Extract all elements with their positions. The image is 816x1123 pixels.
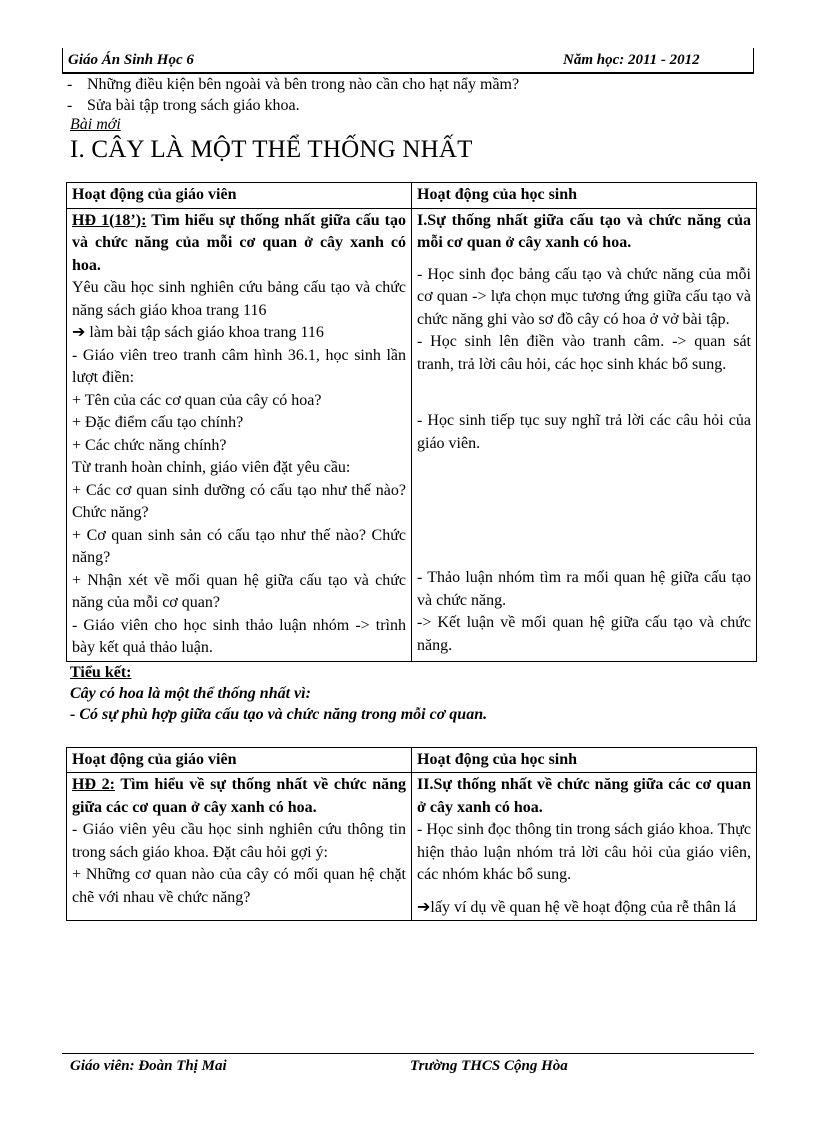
activity-heading: HĐ 2: Tìm hiểu về sự thống nhất về chức năng giữa các cơ quan ở cây xanh có hoa. [72, 776, 407, 816]
teacher-step: - Giáo viên treo tranh câm hình 36.1, học sinh lần lượt điền: [72, 346, 406, 386]
table-row [67, 208, 757, 661]
lesson-title: I. CÂY LÀ MỘT THỂ THỐNG NHẤT [70, 136, 473, 163]
summary-heading: Tiểu kết: [70, 663, 132, 681]
activity-heading: HĐ 1(18’): Tìm hiểu sự thống nhất giữa cấu tạo và chức năng của mỗi cơ quan ở cây xanh có hoa. [72, 211, 407, 274]
teacher-activity-cell [67, 773, 412, 921]
header-school-year: Năm học: 2011 - 2012 [563, 52, 700, 68]
table-row [67, 773, 757, 921]
student-step: - Học sinh đọc bảng cấu tạo và chức năng của mỗi cơ quan -> lựa chọn mục tương ứng giữa cấu tạo và chức năng ghi vào sơ đồ cây có hoa ở vở bài tập. [417, 265, 751, 328]
table-header-row [67, 183, 757, 209]
summary-line: Cây có hoa là một thể thống nhất vì: [70, 684, 311, 702]
table-header-row [67, 747, 757, 773]
right-arrow-icon: ➔ [417, 898, 431, 916]
teacher-step: - Giáo viên cho học sinh thảo luận nhóm -> trình bày kết quả thảo luận. [72, 616, 406, 656]
teacher-step: + Các chức năng chính? [72, 436, 227, 454]
teacher-step: + Cơ quan sinh sản có cấu tạo như thế nào? Chức năng? [72, 526, 406, 566]
activity-table-1 [66, 182, 757, 662]
student-step: - Thảo luận nhóm tìm ra mối quan hệ giữa cấu tạo và chức năng. [417, 569, 751, 609]
review-item: - Những điều kiện bên ngoài và bên trong nào cần cho hạt nẩy mầm? [67, 76, 520, 93]
header-subject: Giáo Án Sinh Học 6 [68, 52, 194, 68]
activity-table-2 [66, 747, 757, 922]
student-column-header: Hoạt động của học sinh [412, 183, 757, 209]
student-step: - Học sinh tiếp tục suy nghĩ trả lời các câu hỏi của giáo viên. [417, 412, 751, 452]
teacher-column-header: Hoạt động của giáo viên [67, 747, 412, 773]
student-step: -> Kết luận về mối quan hệ giữa cấu tạo và chức năng. [417, 614, 751, 654]
review-questions [67, 74, 754, 116]
teacher-step: + Nhận xét về mối quan hệ giữa cấu tạo và chức năng của mỗi cơ quan? [72, 571, 406, 611]
teacher-column-header: Hoạt động của giáo viên [67, 183, 412, 209]
page-footer [62, 1053, 754, 1076]
teacher-step: Yêu cầu học sinh nghiên cứu bảng cấu tạo và chức năng sách giáo khoa trang 116 [72, 279, 406, 319]
new-lesson-label: Bài mới [70, 116, 121, 133]
summary-line: - Có sự phù hợp giữa cấu tạo và chức năng trong mỗi cơ quan. [70, 705, 488, 723]
right-arrow-icon: ➔ [72, 324, 86, 341]
teacher-step: + Những cơ quan nào của cây có mối quan hệ chặt chẽ với nhau về chức năng? [72, 866, 406, 906]
student-column-header: Hoạt động của học sinh [412, 747, 757, 773]
page-header [62, 48, 754, 74]
teacher-step: + Các cơ quan sinh dưỡng có cấu tạo như thế nào? Chức năng? [72, 481, 406, 521]
footer-school: Trường THCS Cộng Hòa [410, 1058, 568, 1074]
student-activity-cell [412, 208, 757, 661]
student-step: - Học sinh lên điền vào tranh câm. -> quan sát tranh, trả lời câu hỏi, các học sinh khác bổ sung. [417, 333, 751, 373]
footer-teacher: Giáo viên: Đoàn Thị Mai [70, 1058, 227, 1074]
activity-heading: I.Sự thống nhất giữa cấu tạo và chức năng của mỗi cơ quan ở cây xanh có hoa. [417, 211, 751, 251]
student-step: - Học sinh đọc thông tin trong sách giáo khoa. Thực hiện thảo luận nhóm trả lời câu hỏi của giáo viên, các nhóm khác bổ sung. [417, 821, 751, 883]
teacher-step: + Đặc điểm cấu tạo chính? [72, 414, 244, 431]
teacher-step: - Giáo viên yêu cầu học sinh nghiên cứu thông tin trong sách giáo khoa. Đặt câu hỏi gợi ý: [72, 821, 406, 861]
teacher-step: + Tên của các cơ quan của cây có hoa? [72, 391, 322, 409]
teacher-activity-cell [67, 208, 412, 661]
student-activity-cell [412, 773, 757, 921]
summary-section [70, 662, 754, 725]
activity-heading: II.Sự thống nhất về chức năng giữa các cơ quan ở cây xanh có hoa. [417, 776, 751, 816]
teacher-step: Từ tranh hoàn chỉnh, giáo viên đặt yêu cầu: [72, 459, 351, 476]
review-item: - Sửa bài tập trong sách giáo khoa. [67, 97, 300, 114]
document-page [62, 48, 754, 921]
student-step: ➔lấy ví dụ về quan hệ về hoạt động của rễ thân lá [417, 898, 737, 916]
teacher-step: ➔ làm bài tập sách giáo khoa trang 116 [72, 324, 324, 341]
